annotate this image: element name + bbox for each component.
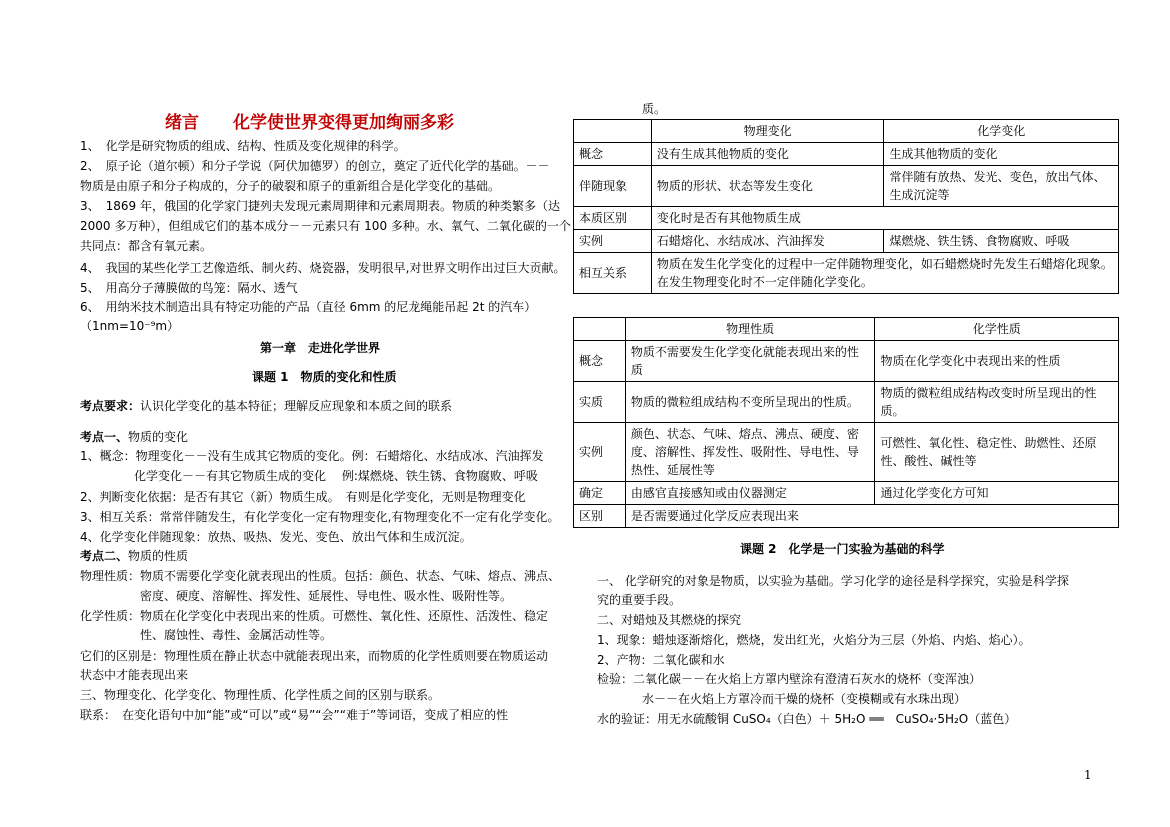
table-header-cell bbox=[574, 318, 626, 341]
table-cell: 颜色、状态、气味、熔点、沸点、硬度、密度、溶解性、挥发性、吸附性、导电性、导热性、延展性等 bbox=[625, 423, 875, 482]
table-cell: 没有生成其他物质的变化 bbox=[651, 143, 884, 166]
table-header-cell: 物理性质 bbox=[625, 318, 875, 341]
right-line: 检验：二氧化碳－－在火焰上方罩内壁涂有澄清石灰水的烧杯（变浑浊） bbox=[597, 672, 982, 686]
requirement-label: 考点要求： bbox=[80, 399, 141, 413]
table-header-cell: 化学性质 bbox=[875, 318, 1119, 341]
table-cell: 物质的形状、状态等发生变化 bbox=[651, 166, 884, 207]
table-cell: 可燃性、氧化性、稳定性、助燃性、还原性、酸性、碱性等 bbox=[875, 423, 1119, 482]
table-row bbox=[574, 423, 1119, 482]
row-label: 相互关系 bbox=[574, 253, 652, 294]
table-cell: 是否需要通过化学反应表现出来 bbox=[625, 505, 1118, 528]
k1-line: 4、化学变化伴随现象：放热、吸热、发光、变色、放出气体和生成沉淀。 bbox=[80, 530, 472, 544]
k1-line: 1、概念：物理变化－－没有生成其它物质的变化。例：石蜡熔化、水结成冰、汽油挥发 bbox=[80, 449, 544, 463]
section-k1-heading bbox=[80, 429, 188, 446]
table-header-cell: 物理变化 bbox=[651, 120, 884, 143]
intro-line: 6、 用纳米技术制造出具有特定功能的产品（直径 6mm 的尼龙绳能吊起 2t 的汽车） bbox=[80, 300, 537, 314]
requirement-line bbox=[80, 398, 452, 415]
k2-label: 考点二、 bbox=[80, 549, 129, 563]
table-row bbox=[574, 341, 1119, 382]
row-label: 概念 bbox=[574, 341, 626, 382]
intro-line: 4、 我国的某些化学工艺像造纸、制火药、烧瓷器，发明很早,对世界文明作出过巨大贡献。 bbox=[80, 261, 566, 275]
k1-line: 2、判断变化依据：是否有其它（新）物质生成。 有则是化学变化，无则是物理变化 bbox=[80, 490, 526, 504]
row-label: 确定 bbox=[574, 482, 626, 505]
intro-line: 2000 多万种），但组成它们的基本成分－－元素只有 100 多种。水、氧气、二氧化碳的一个 bbox=[80, 219, 571, 233]
table-header-row bbox=[574, 120, 1119, 143]
k1-label: 考点一、 bbox=[80, 430, 129, 444]
table-row bbox=[574, 253, 1119, 294]
right-line: 二、对蜡烛及其燃烧的探究 bbox=[597, 613, 742, 627]
right-line: 究的重要手段。 bbox=[597, 593, 682, 607]
k2-line: 性、腐蚀性、毒性、金属活动性等。 bbox=[140, 628, 333, 642]
right-line: 水的验证：用无水硫酸铜 CuSO₄（白色）＋ 5H₂O ══ CuSO₄·5H₂O（蓝色） bbox=[597, 712, 1017, 726]
k2-line: 物理性质：物质不需要化学变化就表现出的性质。包括：颜色、状态、气味、熔点、沸点、 bbox=[80, 569, 561, 583]
row-label: 实例 bbox=[574, 423, 626, 482]
continued-text: 质。 bbox=[642, 102, 667, 116]
k2-line: 三、物理变化、化学变化、物理性质、化学性质之间的区别与联系。 bbox=[80, 688, 441, 702]
row-label: 实例 bbox=[574, 230, 652, 253]
k2-line: 联系： 在变化语句中加“能”或“可以”或“易”“会”“难于”等词语，变成了相应的性 bbox=[80, 708, 509, 722]
row-label: 概念 bbox=[574, 143, 652, 166]
table-cell: 物质不需要发生化学变化就能表现出来的性质 bbox=[625, 341, 875, 382]
k2-title: 物质的性质 bbox=[128, 549, 189, 563]
property-comparison-table bbox=[573, 317, 1119, 528]
table-row bbox=[574, 166, 1119, 207]
table-cell: 常伴随有放热、发光、变色，放出气体、生成沉淀等 bbox=[884, 166, 1119, 207]
intro-line: 物质是由原子和分子构成的，分子的破裂和原子的重新组合是化学变化的基础。 bbox=[80, 179, 501, 193]
table-row bbox=[574, 505, 1119, 528]
table-cell: 物质的微粒组成结构改变时所呈现出的性质。 bbox=[875, 382, 1119, 423]
table-header-cell: 化学变化 bbox=[884, 120, 1119, 143]
right-line: 水－－在火焰上方罩冷而干燥的烧杯（变模糊或有水珠出现） bbox=[642, 692, 967, 706]
page-title: 绪言 化学使世界变得更加绚丽多彩 bbox=[165, 113, 454, 133]
requirement-text: 认识化学变化的基本特征；理解反应现象和本质之间的联系 bbox=[140, 399, 453, 413]
lesson2-heading: 课题 2 化学是一门实验为基础的科学 bbox=[740, 542, 945, 556]
table-row bbox=[574, 382, 1119, 423]
k1-title: 物质的变化 bbox=[128, 430, 189, 444]
table-header-cell bbox=[574, 120, 652, 143]
table-row bbox=[574, 207, 1119, 230]
k2-line: 它们的区别是：物理性质在静止状态中就能表现出来，而物质的化学性质则要在物质运动 bbox=[80, 649, 549, 663]
row-label: 伴随现象 bbox=[574, 166, 652, 207]
table-cell: 变化时是否有其他物质生成 bbox=[651, 207, 1118, 230]
k2-line: 状态中才能表现出来 bbox=[80, 668, 189, 682]
table-cell: 物质在化学变化中表现出来的性质 bbox=[875, 341, 1119, 382]
intro-line: 5、 用高分子薄膜做的鸟笼：隔水、透气 bbox=[80, 281, 298, 295]
lesson1-heading: 课题 1 物质的变化和性质 bbox=[252, 370, 397, 384]
table-row bbox=[574, 230, 1119, 253]
intro-line: 1、 化学是研究物质的组成、结构、性质及变化规律的科学。 bbox=[80, 139, 406, 153]
table-header-row bbox=[574, 318, 1119, 341]
table-row bbox=[574, 143, 1119, 166]
intro-line: 2、 原子论（道尔顿）和分子学说（阿伏加德罗）的创立，奠定了近代化学的基础。－－ bbox=[80, 159, 550, 173]
table-cell: 物质在发生化学变化的过程中一定伴随物理变化，如石蜡燃烧时先发生石蜡熔化现象。在发生物理变化时不一定伴随化学变化。 bbox=[651, 253, 1118, 294]
change-comparison-table bbox=[573, 119, 1119, 294]
k2-line: 化学性质：物质在化学变化中表现出来的性质。可燃性、氧化性、还原性、活泼性、稳定 bbox=[80, 609, 549, 623]
right-line: 2、产物：二氧化碳和水 bbox=[597, 653, 725, 667]
intro-line: （1nm=10⁻⁹m） bbox=[80, 319, 180, 333]
table-cell: 物质的微粒组成结构不变所呈现出的性质。 bbox=[625, 382, 875, 423]
row-label: 本质区别 bbox=[574, 207, 652, 230]
table-cell: 煤燃烧、铁生锈、食物腐败、呼吸 bbox=[884, 230, 1119, 253]
k2-line: 密度、硬度、溶解性、挥发性、延展性、导电性、吸水性、吸附性等。 bbox=[140, 589, 513, 603]
chapter-heading: 第一章 走进化学世界 bbox=[260, 341, 381, 355]
section-k2-heading bbox=[80, 548, 188, 565]
k1-line: 化学变化－－有其它物质生成的变化 例:煤燃烧、铁生锈、食物腐败、呼吸 bbox=[134, 469, 538, 483]
table-cell: 由感官直接感知或由仪器测定 bbox=[625, 482, 875, 505]
intro-line: 3、 1869 年，俄国的化学家门捷列夫发现元素周期律和元素周期表。物质的种类繁多（达 bbox=[80, 199, 560, 213]
table-cell: 生成其他物质的变化 bbox=[884, 143, 1119, 166]
table-row bbox=[574, 482, 1119, 505]
intro-line: 共同点：都含有氧元素。 bbox=[80, 239, 213, 253]
right-line: 一、 化学研究的对象是物质，以实验为基础。学习化学的途径是科学探究，实验是科学探 bbox=[597, 574, 1069, 588]
table-cell: 通过化学变化方可知 bbox=[875, 482, 1119, 505]
page-number: 1 bbox=[1084, 768, 1092, 782]
table-cell: 石蜡熔化、水结成冰、汽油挥发 bbox=[651, 230, 884, 253]
right-line: 1、现象：蜡烛逐渐熔化，燃烧，发出红光，火焰分为三层（外焰、内焰、焰心）。 bbox=[597, 633, 1031, 647]
k1-line: 3、相互关系：常常伴随发生，有化学变化一定有物理变化,有物理变化不一定有化学变化。 bbox=[80, 510, 560, 524]
row-label: 区别 bbox=[574, 505, 626, 528]
row-label: 实质 bbox=[574, 382, 626, 423]
